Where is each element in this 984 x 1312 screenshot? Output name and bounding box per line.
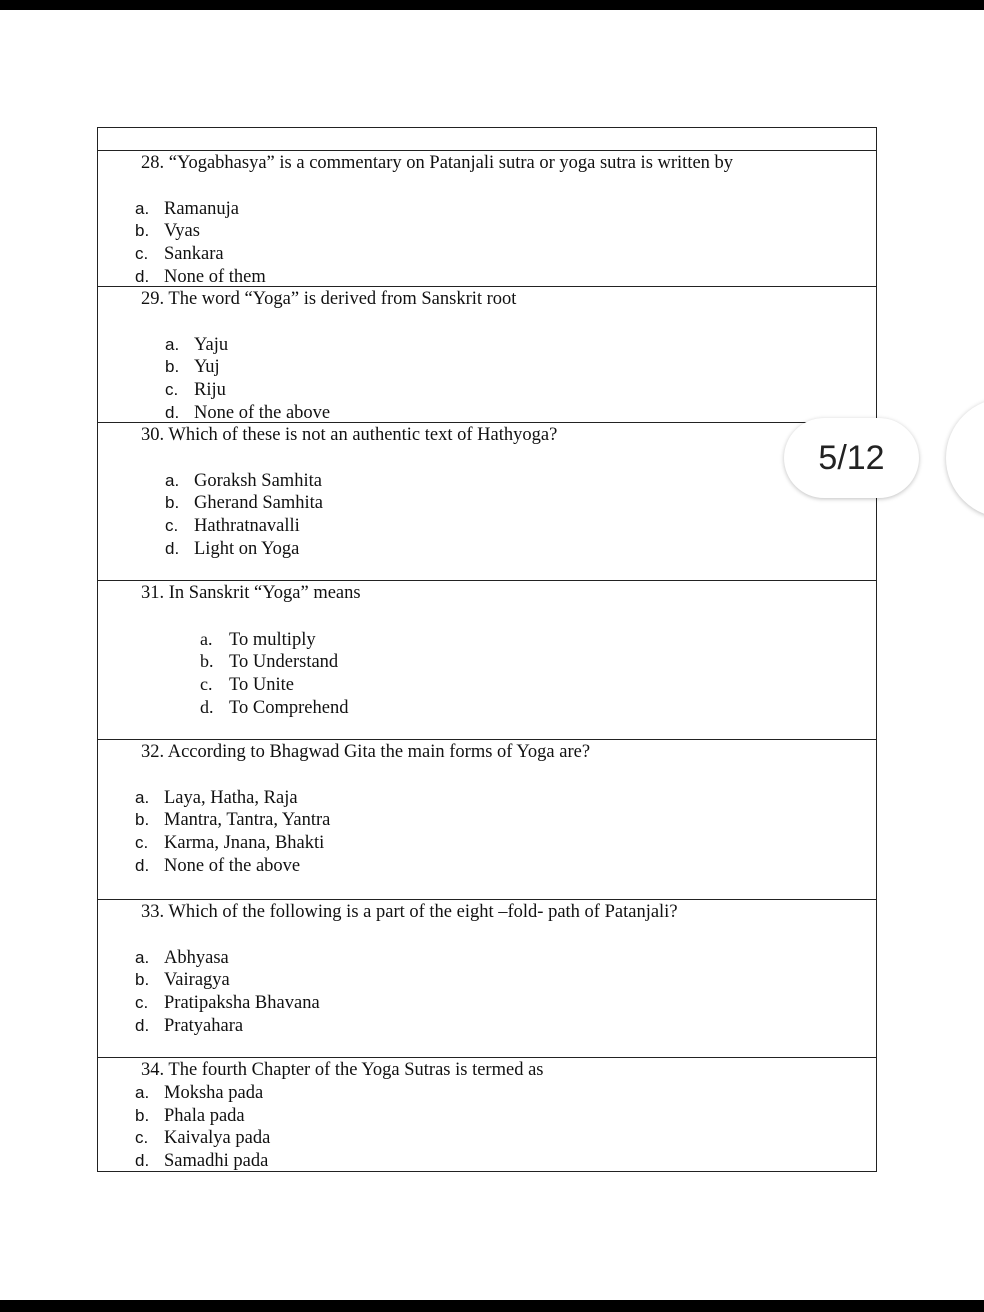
question-title: 33. Which of the following is a part of the eight –fold- path of Patanjali?	[141, 902, 678, 922]
scroll-handle[interactable]	[946, 398, 984, 518]
option-a: a. Yaju	[165, 335, 229, 355]
question-title: 31. In Sanskrit “Yoga” means	[141, 583, 361, 603]
option-b: b. To Understand	[200, 651, 339, 672]
option-b: b. Gherand Samhita	[165, 493, 323, 513]
question-title: 29. The word “Yoga” is derived from Sanskrit root	[141, 289, 517, 309]
option-d: d. Pratyahara	[135, 1016, 244, 1036]
option-d: d. None of the above	[165, 403, 331, 423]
bottom-bar	[0, 1300, 984, 1312]
option-c: c. Kaivalya pada	[135, 1128, 271, 1148]
option-d: d. Samadhi pada	[135, 1151, 269, 1171]
question-table	[97, 127, 877, 1172]
row-divider	[98, 1057, 876, 1058]
option-b: b. Yuj	[165, 357, 220, 377]
question-title: 28. “Yogabhasya” is a commentary on Patanjali sutra or yoga sutra is written by	[141, 153, 734, 173]
question-title: 32. According to Bhagwad Gita the main forms of Yoga are?	[141, 742, 591, 762]
option-b: b. Mantra, Tantra, Yantra	[135, 810, 331, 830]
option-c: c. To Unite	[200, 674, 294, 695]
option-d: d. To Comprehend	[200, 697, 349, 718]
row-divider	[98, 150, 876, 151]
option-c: c. Sankara	[135, 244, 224, 264]
option-c: c. Pratipaksha Bhavana	[135, 993, 320, 1013]
option-c: c. Karma, Jnana, Bhakti	[135, 833, 325, 853]
option-a: a. To multiply	[200, 629, 316, 650]
option-a: a. Ramanuja	[135, 199, 240, 219]
option-a: a. Goraksh Samhita	[165, 471, 322, 491]
row-divider	[98, 899, 876, 900]
question-title: 34. The fourth Chapter of the Yoga Sutras is termed as	[141, 1060, 544, 1080]
option-b: b. Vairagya	[135, 970, 230, 990]
row-divider	[98, 739, 876, 740]
option-d: d. None of the above	[135, 856, 301, 876]
option-a: a. Moksha pada	[135, 1083, 264, 1103]
row-divider	[98, 580, 876, 581]
option-b: b. Phala pada	[135, 1106, 245, 1126]
option-c: c. Hathratnavalli	[165, 516, 300, 536]
option-d: d. None of them	[135, 267, 266, 287]
option-d: d. Light on Yoga	[165, 539, 300, 559]
option-a: a. Laya, Hatha, Raja	[135, 788, 298, 808]
top-status-bar	[0, 0, 984, 10]
option-a: a. Abhyasa	[135, 948, 229, 968]
question-title: 30. Which of these is not an authentic text of Hathyoga?	[141, 425, 558, 445]
option-c: c. Riju	[165, 380, 226, 400]
option-b: b. Vyas	[135, 221, 200, 241]
page-indicator: 5/12	[784, 418, 919, 498]
